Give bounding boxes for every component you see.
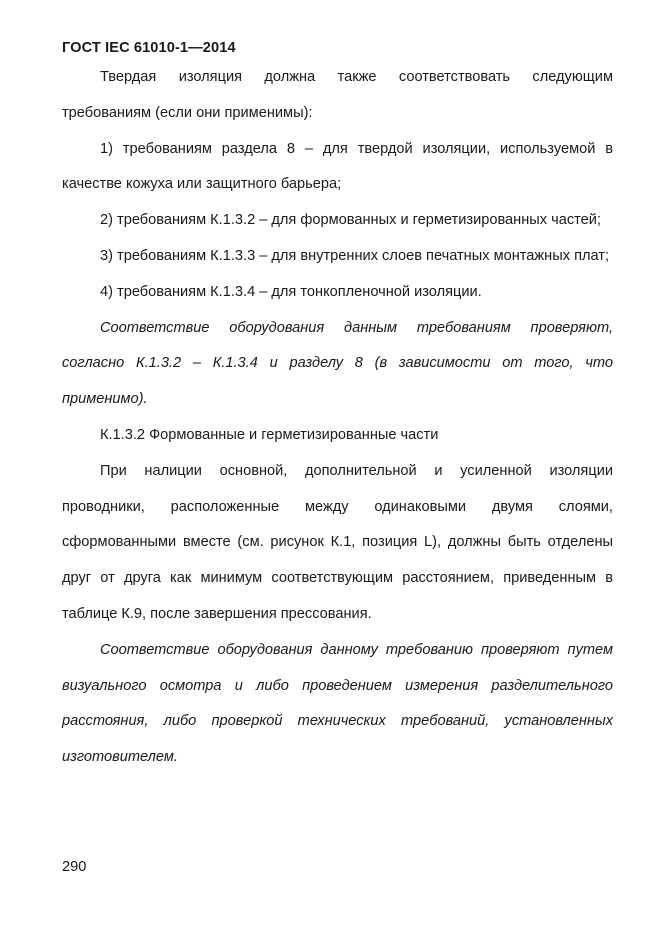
- compliance-note-2: Соответствие оборудования данному требованию проверяют путем визуального осмотра и либо проведением измерения разделительного расстояния, либо проверкой технических требований, установленных изготовителем.: [62, 641, 613, 766]
- list-item-2: 2) требованиям К.1.3.2 – для формованных и герметизированных частей;: [100, 212, 601, 229]
- list-item-1: 1) требованиям раздела 8 – для твердой изоляции, используемой в качестве кожуха или защитного барьера;: [62, 140, 613, 193]
- standard-designation: ГОСТ IEC 61010-1—2014: [62, 40, 236, 56]
- list-item-3: 3) требованиям К.1.3.3 – для внутренних слоев печатных монтажных плат;: [100, 247, 610, 264]
- compliance-note-1: Соответствие оборудования данным требованиям проверяют, согласно К.1.3.2 – К.1.3.4 и разделу 8 (в зависимости от того, что применимо).: [62, 319, 613, 408]
- paragraph-requirement: При налиции основной, дополнительной и усиленной изоляции проводники, расположенные между одинаковыми двумя слоями, сформованными вместе (см. рисунок К.1, позиция L), должны быть отделены друг от друга как минимум соответствующим расстоянием, приведенным в таблице К.9, после завершения прессования.: [62, 462, 613, 622]
- paragraph-intro: Твердая изоляция должна также соответствовать следующим требованиям (если они применимы):: [62, 69, 613, 121]
- page-number: 290: [62, 859, 87, 875]
- section-heading-k132: К.1.3.2 Формованные и герметизированные части: [100, 426, 439, 443]
- list-item-4: 4) требованиям К.1.3.4 – для тонкопленочной изоляции.: [100, 283, 482, 300]
- body-text: [62, 60, 613, 776]
